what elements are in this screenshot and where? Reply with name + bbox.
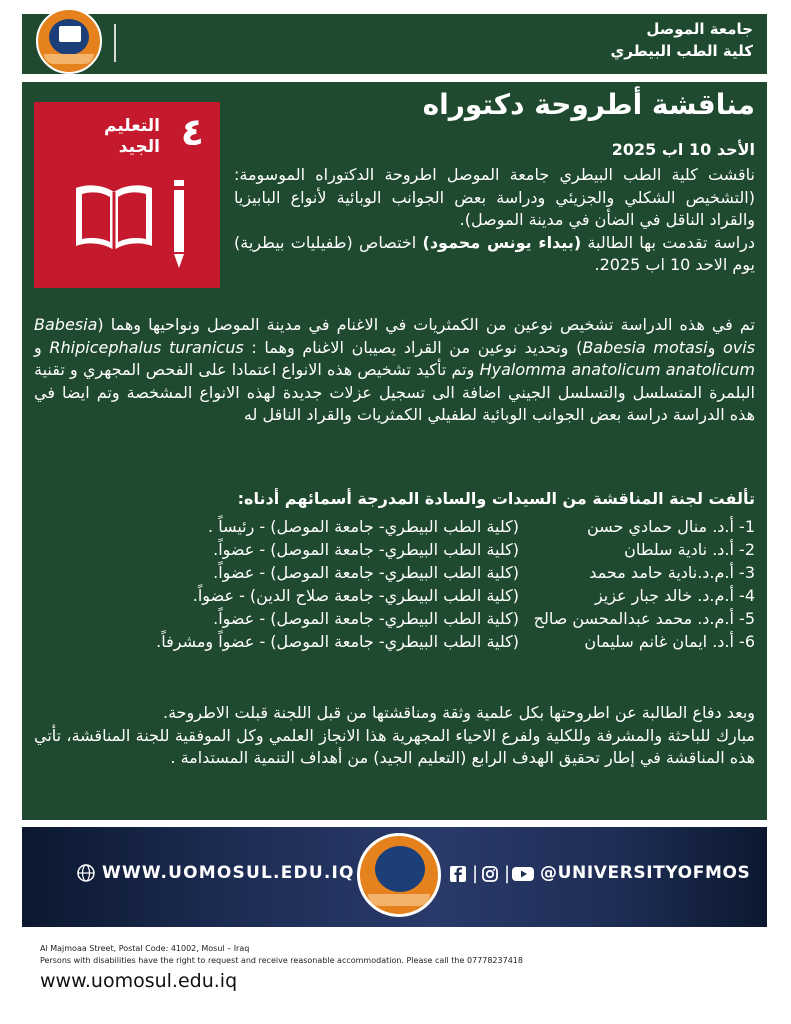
sdg-label-line2: الجيد bbox=[118, 137, 160, 157]
facebook-icon[interactable] bbox=[450, 865, 466, 883]
social-handle[interactable]: @UNIVERSITYOFMOS bbox=[540, 863, 751, 883]
page-title: مناقشة أطروحة دكتوراه bbox=[422, 88, 755, 121]
footer-address bbox=[40, 943, 523, 967]
committee-member: 2- أ.د. نادية سلطان (كلية الطب البيطري- جامعة الموصل) - عضواً. bbox=[213, 540, 755, 559]
social-divider: | bbox=[472, 863, 479, 884]
closing-line1: وبعد دفاع الطالبة عن اطروحتها بكل علمية وثقة ومناقشتها من قبل اللجنة قبلت الاطروحة. bbox=[163, 703, 755, 722]
study-paragraph: تم في هذه الدراسة تشخيص نوعين من الكمثريات في الاغنام في مدينة الموصل ونواحيها وهما (Babesia ovis وBabesia motasi) وتحديد نوعين من القراد يصيبان الاغنام وهما : Rhipicephalus turanicus و Hyalomma anatolicum anatolicum وتم تأكيد تشخيص هذه الانواع اعتمادا على الفحص المجهري و تقنية البلمرة المتسلسل والتسلسل الجيني اضافة الى تسجيل عزلات جديدة لهذه الانواع المشخصة وتم ايضا في هذه الدراسة دراسة بعض الجوانب الوبائية لطفيلي الكمثريات والقراد الناقل له bbox=[34, 315, 756, 425]
footer-url[interactable]: www.uomosul.edu.iq bbox=[40, 970, 238, 992]
open-book-icon bbox=[72, 180, 156, 254]
header-divider bbox=[114, 24, 116, 62]
species-babesia-motasi: Babesia motasi bbox=[582, 337, 708, 357]
intro-paragraph bbox=[234, 164, 755, 277]
committee-member: 3- أ.م.د.نادية حامد محمد (كلية الطب البيطري- جامعة الموصل) - عضواً. bbox=[213, 563, 755, 582]
species-hyalomma: Hyalomma anatolicum anatolicum bbox=[479, 360, 756, 380]
committee-list bbox=[35, 515, 755, 653]
header-text bbox=[611, 18, 754, 62]
header-bar bbox=[22, 14, 767, 74]
committee-member: 5- أ.م.د. محمد عبدالمحسن صالح (كلية الطب البيطري- جامعة الموصل) - عضواً. bbox=[213, 609, 755, 628]
college-name: كلية الطب البيطري bbox=[610, 42, 753, 60]
closing-paragraph bbox=[34, 702, 755, 770]
website-link[interactable]: WWW.UOMOSUL.EDU.IQ bbox=[102, 863, 355, 883]
committee-member: 1- أ.د. منال حمادي حسن (كلية الطب البيطري- جامعة الموصل) - رئيساً . bbox=[208, 517, 755, 536]
sdg-number: ٤ bbox=[180, 110, 204, 154]
sdg-label bbox=[104, 116, 160, 158]
species-babesia-ovis: Babesia ovis bbox=[34, 315, 756, 357]
species-rhipicephalus: Rhipicephalus turanicus bbox=[49, 337, 244, 357]
address-line: Al Majmoaa Street, Postal Code: 41002, Mosul – Iraq bbox=[40, 944, 250, 953]
university-name: جامعة الموصل bbox=[646, 20, 753, 38]
committee-member: 4- أ.م.د. خالد جبار عزيز (كلية الطب البيطري- جامعة صلاح الدين) - عضواً. bbox=[192, 586, 755, 605]
committee-member: 6- أ.د. ايمان غانم سليمان (كلية الطب البيطري- جامعة الموصل) - عضواً ومشرفاً. bbox=[156, 632, 755, 651]
globe-icon bbox=[77, 864, 95, 882]
event-date: الأحد 10 اب 2025 bbox=[611, 140, 755, 159]
social-divider: | bbox=[504, 863, 511, 884]
intro-line2: دراسة تقدمت بها الطالبة (بيداء يونس محمود) اختصاص (طفيليات بيطرية) يوم الاحد 10 اب 2025. bbox=[234, 232, 755, 275]
closing-line2: مبارك للباحثة والمشرفة وللكلية ولفرع الاحياء المجهرية هذا الانجاز العلمي وكل الموفقية للجنة المناقشة، تأتي هذه المناقشة في إطار تحقيق الهدف الرابع (التعليم الجيد) من أهداف التنمية المستدامة . bbox=[34, 725, 755, 768]
youtube-icon[interactable] bbox=[512, 865, 534, 883]
university-logo-large bbox=[357, 833, 441, 917]
accessibility-note: Persons with disabilities have the right to request and receive reasonable accommodation. Please call the 07778237418 bbox=[40, 956, 523, 965]
committee-heading: تألفت لجنة المناقشة من السيدات والسادة المدرجة أسمائهم أدناه: bbox=[237, 489, 755, 508]
intro-line1: ناقشت كلية الطب البيطري جامعة الموصل اطروحة الدكتوراه الموسومة: (التشخيص الشكلي والجزيئي ودراسة بعض الجوانب الوبائية لأنواع البابيزيا والقراد الناقل في الضأن في مدينة الموصل). bbox=[234, 165, 755, 230]
student-name: (بيداء يونس محمود) bbox=[422, 232, 582, 252]
footer-banner bbox=[22, 827, 767, 927]
sdg-label-line1: التعليم bbox=[104, 116, 160, 136]
pencil-icon bbox=[172, 180, 186, 268]
university-logo bbox=[36, 8, 102, 74]
sdg-goal-4-badge bbox=[34, 102, 220, 288]
instagram-icon[interactable] bbox=[482, 865, 498, 883]
main-panel bbox=[22, 82, 767, 820]
